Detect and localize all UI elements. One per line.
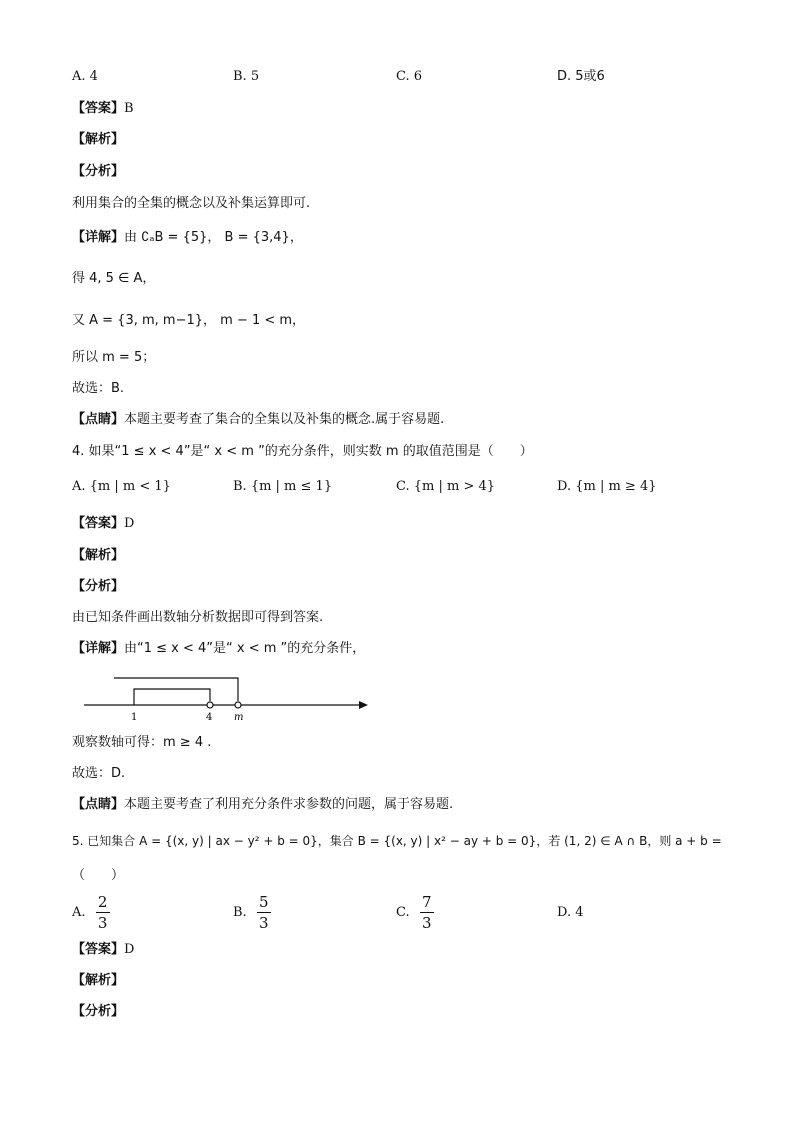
tick-label-1: 1 — [131, 712, 138, 722]
numerator: 2 — [97, 893, 108, 911]
axis-arrow — [359, 701, 368, 709]
q3-step4: 所以 m = 5； — [72, 350, 156, 365]
answer-tag: 【答案】 — [72, 942, 125, 957]
answer-value: D — [124, 942, 135, 957]
q3-choose: 故选：B. — [72, 381, 125, 396]
q3-step2: 得 4, 5 ∈ A， — [72, 271, 156, 286]
detail-tag: 【详解】 — [72, 230, 125, 245]
q5-option-c — [396, 893, 434, 932]
fraction — [257, 893, 271, 932]
denominator: 3 — [421, 914, 432, 932]
answer-tag: 【答案】 — [72, 516, 125, 531]
q4-observe: 观察数轴可得：m ≥ 4 . — [72, 735, 212, 750]
denominator: 3 — [259, 914, 269, 932]
q3-analysis-tag: 【解析】 — [72, 132, 125, 147]
q4-choose: 故选：D. — [72, 766, 126, 781]
fraction — [96, 893, 110, 932]
q3-option-b: B. 5 — [233, 69, 260, 84]
interval-1-4-bracket — [134, 689, 210, 705]
q3-fenxi-text: 利用集合的全集的概念以及补集运算即可. — [72, 196, 311, 211]
option-label: A. — [72, 905, 86, 920]
q4-option-b: B. {m | m ≤ 1} — [233, 479, 333, 494]
comment-text: 本题主要考查了利用充分条件求参数的问题，属于容易题. — [124, 797, 454, 812]
tick-label-m: m — [234, 712, 244, 722]
q5-stem: 5. 已知集合 A = {(x, y) | ax − y² + b = 0}，集合 B = {(x, y) | x² − ay + b = 0}，若 (1, 2) ∈ A ∩ B，则 a + b = — [72, 834, 722, 848]
q5-fenxi-tag: 【分析】 — [72, 1004, 125, 1019]
comment-tag: 【点睛】 — [72, 797, 125, 812]
comment-text: 本题主要考查了集合的全集以及补集的概念.属于容易题. — [124, 412, 445, 427]
q3-option-a: A. 4 — [72, 69, 98, 84]
q3-option-c: C. 6 — [396, 69, 423, 84]
denominator: 3 — [97, 914, 108, 932]
q4-detail-line — [72, 640, 365, 658]
comment-tag: 【点睛】 — [72, 412, 125, 427]
answer-value: B — [124, 101, 134, 116]
tick-label-4: 4 — [206, 712, 213, 722]
q4-fenxi-text: 由已知条件画出数轴分析数据即可得到答案. — [72, 610, 324, 625]
q4-analysis-tag: 【解析】 — [72, 548, 125, 563]
q3-step3: 又 A = {3, m, m−1}， m − 1 < m， — [72, 313, 306, 328]
q4-option-a: A. {m | m < 1} — [72, 479, 171, 494]
numerator: 5 — [259, 893, 269, 911]
q3-comment-line — [72, 411, 444, 429]
q3-detail-line — [72, 229, 303, 247]
open-point-4 — [207, 702, 213, 708]
q4-comment-line — [72, 796, 453, 814]
q3-fenxi-tag: 【分析】 — [72, 164, 125, 179]
q5-option-b — [233, 893, 271, 932]
numerator: 7 — [421, 893, 432, 911]
q5-answer-line — [72, 941, 134, 959]
answer-value: D — [124, 516, 135, 531]
option-label: B. — [233, 905, 247, 920]
q4-option-d: D. {m | m ≥ 4} — [557, 479, 657, 494]
q5-option-a — [72, 893, 110, 932]
q4-answer-line — [72, 515, 134, 533]
q5-option-d: D. 4 — [557, 905, 584, 920]
q3-option-d: D. 5或6 — [557, 69, 605, 84]
option-label: C. — [396, 905, 410, 920]
q5-analysis-tag: 【解析】 — [72, 973, 125, 988]
detail-text: 由 ∁ₐB = {5}， B = {3,4}， — [124, 230, 303, 245]
q3-answer-line — [72, 100, 134, 118]
answer-tag: 【答案】 — [72, 101, 125, 116]
fraction — [420, 893, 434, 932]
q4-option-c: C. {m | m > 4} — [396, 479, 496, 494]
q4-fenxi-tag: 【分析】 — [72, 579, 125, 594]
open-point-m — [235, 702, 241, 708]
q4-stem: 4. 如果“1 ≤ x < 4”是“ x < m ”的充分条件，则实数 m 的取值范围是（ ） — [72, 444, 533, 459]
detail-text: 由“1 ≤ x < 4”是“ x < m ”的充分条件， — [124, 641, 366, 656]
q5-paren: （ ） — [72, 868, 125, 883]
number-line-diagram — [84, 670, 374, 722]
detail-tag: 【详解】 — [72, 641, 125, 656]
